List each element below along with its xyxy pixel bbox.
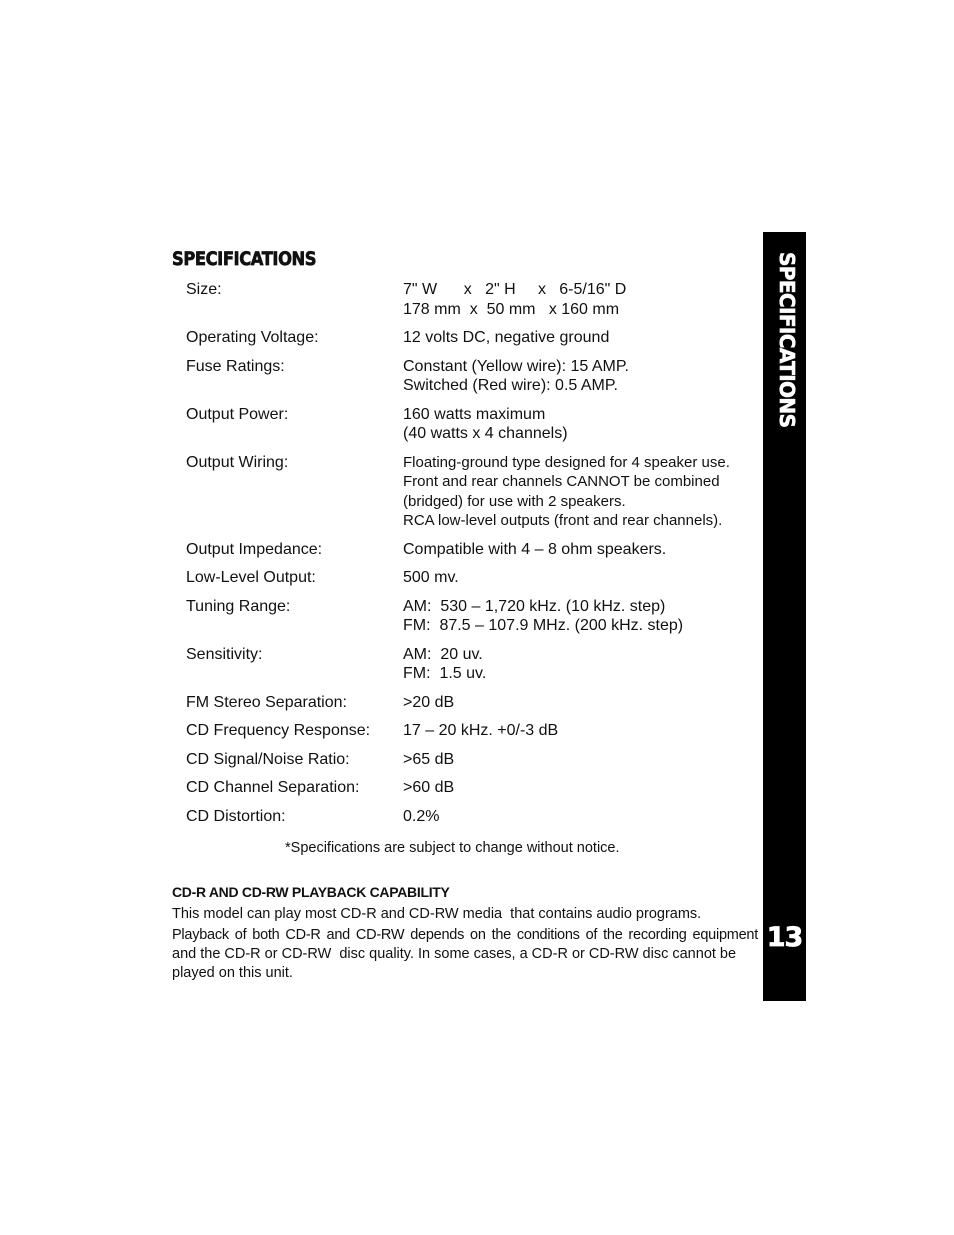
side-section-tab	[763, 232, 806, 1001]
spec-label: Low-Level Output:	[186, 569, 316, 586]
spec-value-line: >60 dB	[403, 779, 455, 796]
specs-change-note: *Specifications are subject to change without notice.	[285, 840, 620, 856]
spec-value-line: (40 watts x 4 channels)	[403, 425, 568, 442]
spec-value-line: 500 mv.	[403, 569, 459, 586]
spec-value	[403, 357, 766, 396]
cd-playback-line: and the CD-R or CD-RW disc quality. In some cases, a CD-R or CD-RW disc cannot be	[172, 946, 737, 962]
spec-value	[403, 750, 766, 770]
spec-row-fm-stereo-separation	[186, 693, 766, 713]
spec-value	[403, 405, 766, 444]
side-tab-label-wrap	[767, 252, 803, 428]
cd-playback-paragraph	[172, 905, 762, 983]
spec-value-line: Switched (Red wire): 0.5 AMP.	[403, 377, 618, 394]
spec-value-line: FM: 1.5 uv.	[403, 665, 487, 682]
spec-value-line: 12 volts DC, negative ground	[403, 329, 610, 346]
spec-label: FM Stereo Separation:	[186, 693, 347, 711]
spec-value	[403, 597, 766, 636]
spec-value-line: >20 dB	[403, 693, 455, 711]
spec-value	[403, 693, 766, 713]
side-tab-label: SPECIFICATIONS	[775, 252, 799, 428]
spec-label: Output Power:	[186, 405, 289, 423]
spec-row-low-level-output	[186, 568, 766, 588]
spec-value-line: AM: 20 uv.	[403, 645, 483, 663]
spec-label: CD Signal/Noise Ratio:	[186, 750, 350, 768]
cd-playback-title: CD-R AND CD-RW PLAYBACK CAPABILITY	[172, 884, 450, 900]
spec-row-output-power	[186, 405, 766, 444]
spec-value-line: 178 mm x 50 mm x 160 mm	[403, 300, 620, 318]
cd-playback-line: This model can play most CD-R and CD-RW media that contains audio programs.	[172, 906, 702, 922]
spec-value	[403, 807, 766, 827]
spec-value	[403, 540, 766, 560]
section-heading: SPECIFICATIONS	[172, 248, 317, 270]
spec-label: Sensitivity:	[186, 645, 263, 663]
spec-value	[403, 280, 766, 319]
spec-value-line: Front and rear channels CANNOT be combined	[403, 473, 720, 490]
spec-value-line: Constant (Yellow wire): 15 AMP.	[403, 357, 629, 375]
page-number: 13	[766, 922, 803, 953]
spec-value	[403, 453, 766, 531]
spec-value-line: AM: 530 – 1,720 kHz. (10 kHz. step)	[403, 597, 666, 615]
spec-row-tuning-range	[186, 597, 766, 636]
spec-label: CD Distortion:	[186, 807, 286, 825]
spec-value	[403, 328, 766, 348]
spec-value-line: >65 dB	[403, 750, 455, 768]
spec-value-line: FM: 87.5 – 107.9 MHz. (200 kHz. step)	[403, 617, 684, 634]
spec-table	[186, 280, 766, 835]
spec-row-output-impedance	[186, 540, 766, 560]
spec-value-line: Compatible with 4 – 8 ohm speakers.	[403, 540, 667, 558]
spec-value-line: 0.2%	[403, 807, 440, 825]
spec-value-line: 7" W x 2" H x 6-5/16" D	[403, 281, 627, 298]
cd-playback-line: played on this unit.	[172, 965, 293, 981]
spec-row-cd-distortion	[186, 807, 766, 827]
spec-label: Operating Voltage:	[186, 329, 319, 346]
spec-value-line: 17 – 20 kHz. +0/-3 dB	[403, 722, 559, 739]
spec-row-fuse-ratings	[186, 357, 766, 396]
spec-value-line: Floating-ground type designed for 4 speaker use.	[403, 453, 730, 471]
spec-row-sensitivity	[186, 645, 766, 684]
cd-playback-line: Playback of both CD-R and CD-RW depends on the conditions of the recording equipment	[172, 927, 758, 943]
spec-label: Output Impedance:	[186, 540, 323, 558]
spec-value-line: RCA low-level outputs (front and rear channels).	[403, 512, 723, 529]
spec-label: Fuse Ratings:	[186, 357, 285, 375]
spec-row-cd-signal-noise-ratio	[186, 750, 766, 770]
spec-row-size	[186, 280, 766, 319]
spec-label: CD Channel Separation:	[186, 779, 360, 796]
spec-row-operating-voltage	[186, 328, 766, 348]
spec-label: Size:	[186, 281, 222, 298]
spec-row-output-wiring	[186, 453, 766, 531]
spec-value	[403, 645, 766, 684]
spec-value-line: (bridged) for use with 2 speakers.	[403, 492, 626, 510]
spec-label: Tuning Range:	[186, 597, 291, 615]
spec-value-line: 160 watts maximum	[403, 405, 546, 423]
spec-label: Output Wiring:	[186, 453, 289, 471]
spec-value	[403, 568, 766, 588]
spec-row-cd-channel-separation	[186, 778, 766, 798]
spec-value	[403, 721, 766, 741]
spec-row-cd-frequency-response	[186, 721, 766, 741]
spec-value	[403, 778, 766, 798]
spec-label: CD Frequency Response:	[186, 722, 371, 739]
